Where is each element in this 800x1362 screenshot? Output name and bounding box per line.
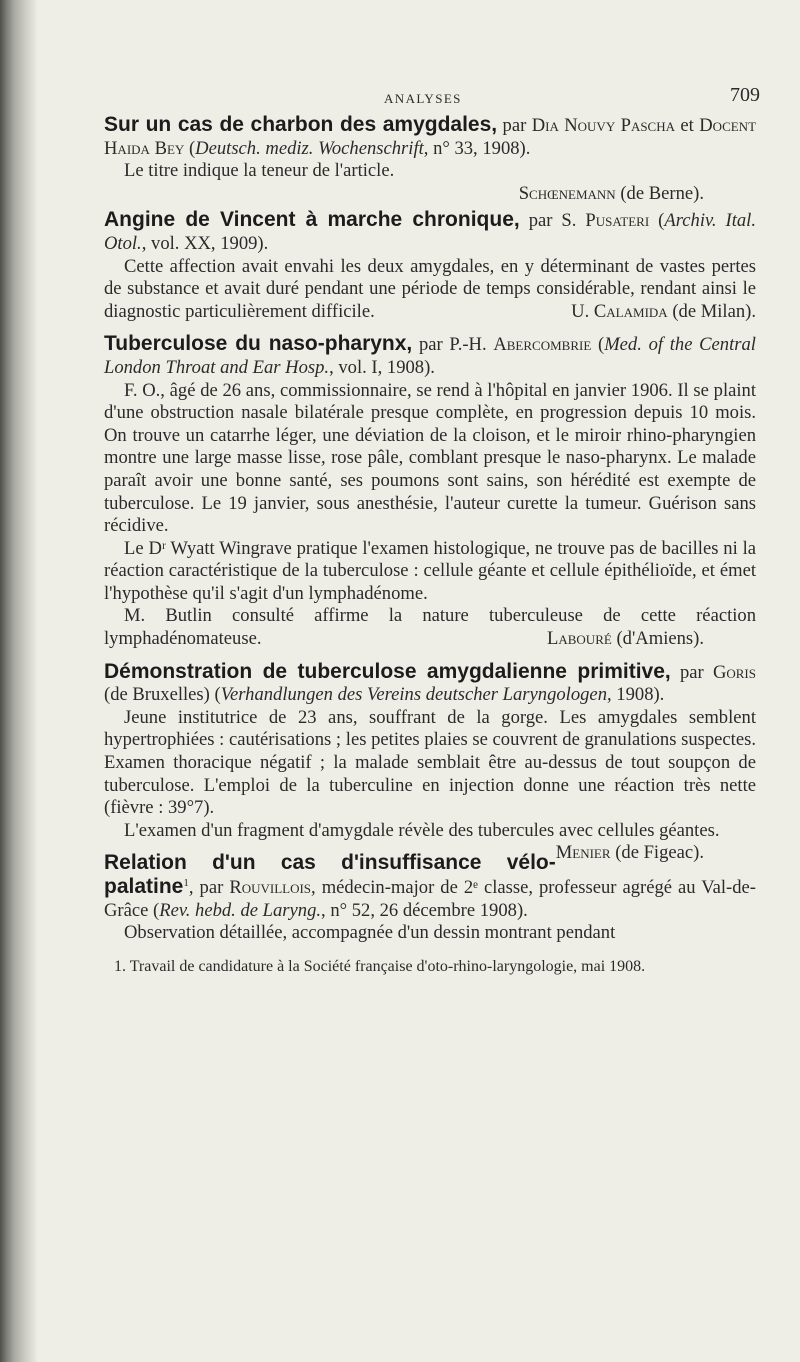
article-charbon-amygdales bbox=[104, 114, 756, 205]
reviewer-signature: Labouré (d'Amiens). bbox=[547, 628, 704, 650]
article-heading: Démonstration de tuberculose amygdalienne primitive, par Goris (de Bruxelles) (Verhandlungen des Vereins deutscher Laryngologen, 1908). bbox=[104, 659, 756, 706]
article-insuffisance-velo-palatine bbox=[104, 852, 756, 944]
article-heading: Relation d'un cas d'insuffisance vélo-palatine$^1$, par Rouvillois, médecin-major de 2ᵉ classe, professeur agrégé au Val-de-Grâce (Rev. hebd. de Laryng., n° 52, 26 décembre 1908). bbox=[104, 851, 756, 921]
article-heading: Tuberculose du naso-pharynx, par P.-H. Abercombrie (Med. of the Central London Throat and Ear Hosp., vol. I, 1908). bbox=[104, 332, 756, 378]
article-title: Sur un cas de charbon des amygdales, bbox=[104, 113, 498, 136]
article-author: Pusateri bbox=[585, 210, 650, 232]
article-paragraph: Observation détaillée, accompagnée d'un dessin montrant pendant bbox=[124, 922, 616, 944]
article-title: Angine de Vincent à marche chronique, bbox=[104, 208, 520, 232]
article-author: Rouvillois bbox=[229, 877, 312, 898]
article-title: Relation d'un cas d'insuffisance vélo-palatine bbox=[104, 851, 556, 898]
article-author: Abercombrie bbox=[493, 334, 592, 356]
article-source: Rev. hebd. de Laryng. bbox=[159, 899, 322, 921]
article-paragraph: M. Butlin consulté affirme la nature tuberculeuse de cette réaction lymphadénomateuse. Labouré (d'Amiens). bbox=[104, 605, 756, 650]
book-binding-shadow bbox=[0, 0, 38, 1362]
running-title: ANALYSES bbox=[384, 91, 462, 106]
footnote-number: 1. bbox=[114, 957, 126, 975]
reviewer-signature: Menier (de Figeac). bbox=[555, 842, 704, 864]
article-paragraph: Le titre indique la teneur de l'article. bbox=[124, 160, 395, 182]
article-author: Dia Nouvy Pascha bbox=[531, 115, 676, 136]
article-paragraph: F. O., âgé de 26 ans, commissionnaire, se rend à l'hôpital en janvier 1906. Il se plaint d'une obstruction nasale bilatérale presque complète, en progression depuis 10 mois. On trouve un catarrhe léger, une déviation de la cloison, et le miroir rhino-pharyngien montre une large masse lisse, rose pâle, comblant presque le naso-pharynx. Le malade paraît avoir une bonne santé, ses poumons sont sains, son hérédité est exempte de tuberculose. Le 19 janvier, sous anesthésie, l'auteur curette la tumeur. Guérison sans récidive. bbox=[104, 379, 756, 537]
article-heading: Angine de Vincent à marche chronique, par S. Pusateri (Archiv. Ital. Otol., vol. XX, 1909). bbox=[104, 208, 756, 254]
article-source: Med. of the Central London Throat and Ear Hosp. bbox=[104, 334, 756, 378]
article-title: Tuberculose du naso-pharynx, bbox=[104, 332, 413, 356]
page bbox=[104, 84, 760, 976]
article-paragraph: Cette affection avait envahi les deux amygdales, en y déterminant de vastes pertes de substance et avait duré pendant une période de temps considérable, rendant ainsi le diagnostic particulièrement difficile. U. Calamida (de Milan). bbox=[104, 255, 756, 322]
article-author: Goris bbox=[712, 661, 756, 683]
footnote-marker: 1 bbox=[183, 876, 189, 889]
article-angine-vincent bbox=[104, 209, 756, 323]
article-tuberculose-amygdalienne bbox=[104, 659, 756, 864]
article-source: Archiv. Ital. Otol. bbox=[104, 210, 756, 254]
footnote-text: Travail de candidature à la Société française d'oto-rhino-laryngologie, mai 1908. bbox=[129, 957, 646, 975]
article-source: Deutsch. mediz. Wochenschrift bbox=[195, 137, 424, 159]
article-source: Verhandlungen des Vereins deutscher Laryngologen bbox=[220, 684, 607, 706]
page-number: 709 bbox=[730, 84, 760, 106]
footnote bbox=[104, 957, 756, 976]
reviewer-signature: Schœnemann (de Berne). bbox=[518, 182, 704, 204]
running-header bbox=[104, 84, 760, 114]
article-paragraph: L'examen d'un fragment d'amygdale révèle des tubercules avec cellules géantes. Menier (de Figeac). bbox=[124, 819, 720, 864]
article-paragraph: Jeune institutrice de 23 ans, souffrant de la gorge. Les amygdales semblent hypertrophiées : cautérisations ; les petites plaies se couvrent de granulations suspectes. Examen thoracique négatif ; la malade semblait être au-dessus de tout soupçon de tuberculose. L'emploi de la tuberculine en injection donne une réaction très nette (fièvre : 39°7). bbox=[104, 706, 756, 819]
reviewer-signature: U. Calamida (de Milan). bbox=[571, 300, 756, 322]
article-author: Docent Haida Bey bbox=[104, 115, 757, 159]
article-tuberculose-naso-pharynx bbox=[104, 333, 756, 650]
article-paragraph: Le Dʳ Wyatt Wingrave pratique l'examen histologique, ne trouve pas de bacilles ni la réaction caractéristique de la tuberculose : cellule géante et cellule épithélioïde, et émet l'hypothèse qu'il s'agit d'un lymphadénome. bbox=[104, 537, 756, 604]
article-title: Démonstration de tuberculose amygdalienne primitive, bbox=[104, 659, 671, 683]
article-heading: Sur un cas de charbon des amygdales, par Dia Nouvy Pascha et Docent Haida Bey (Deutsch. mediz. Wochenschrift, n° 33, 1908). bbox=[104, 113, 757, 159]
